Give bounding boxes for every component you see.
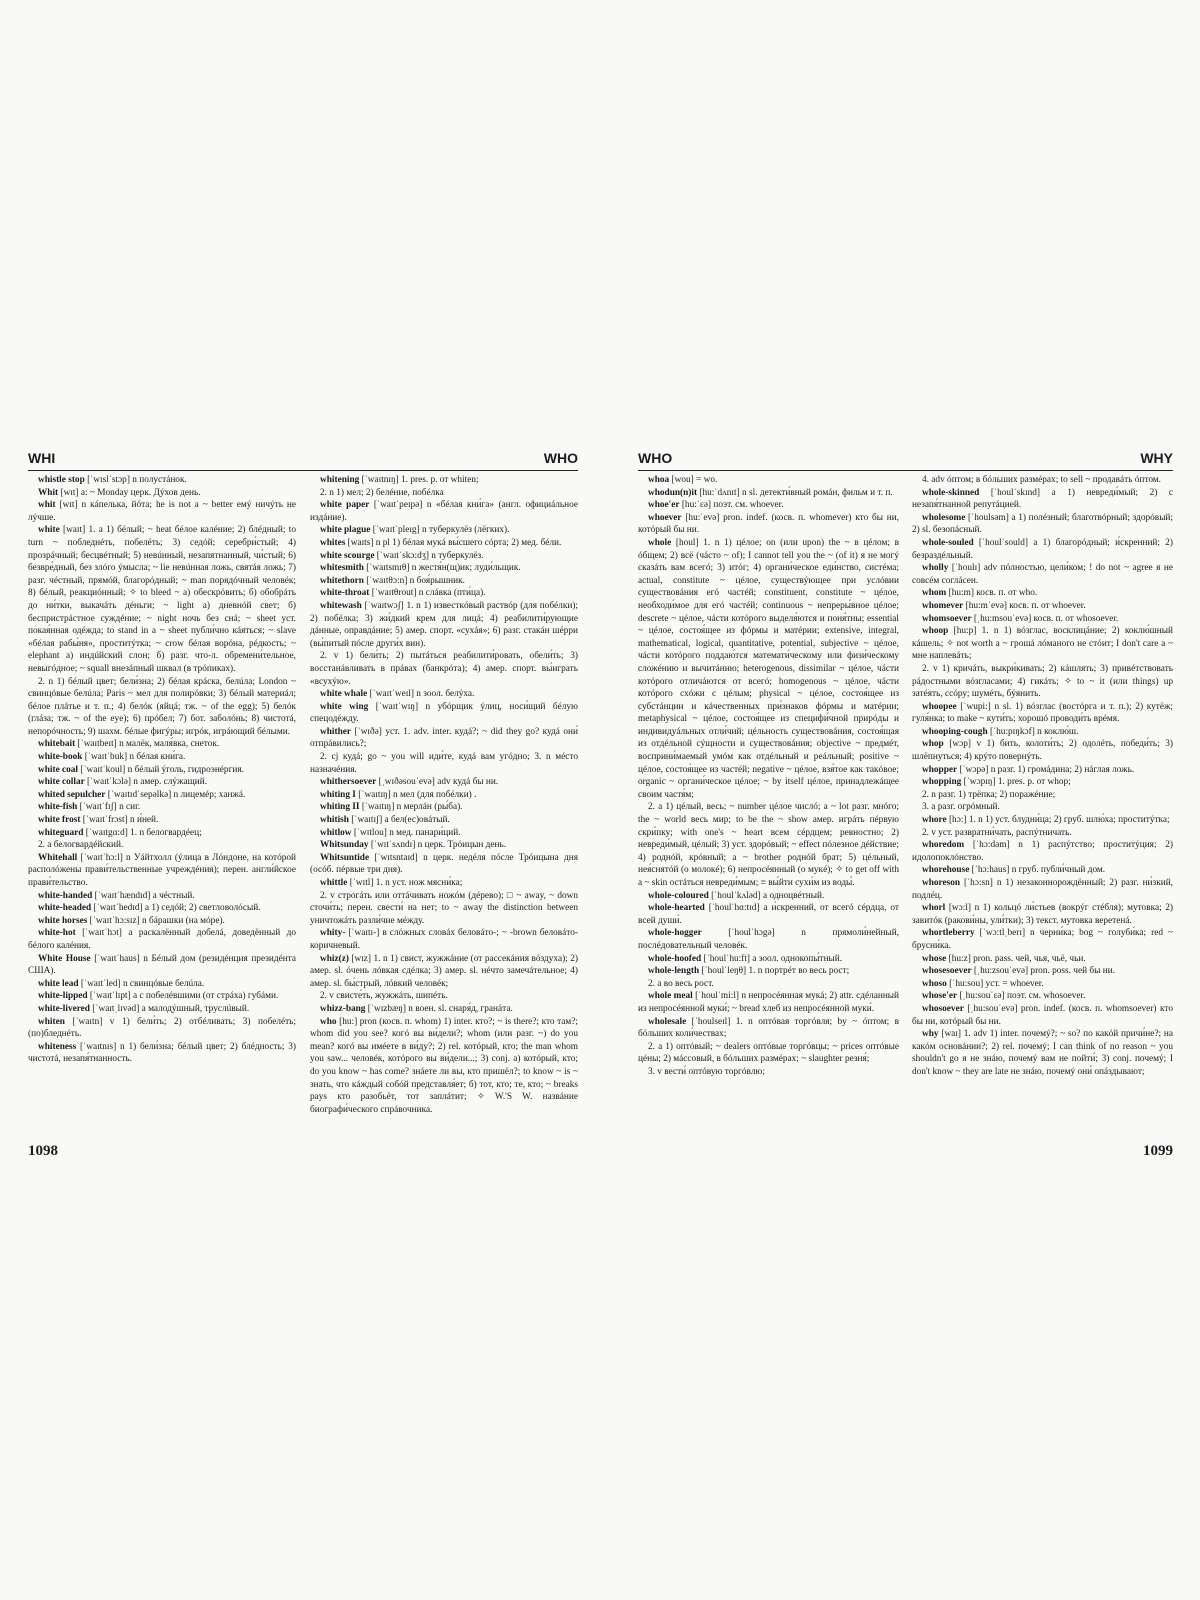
entry-headword: white whale [320,689,368,700]
entry-definition: [ˌhu:souˈevə] pron. indef. (косв. п. whomsoever) кто бы ни, котóрый бы ни. [912,1003,1173,1027]
running-head [638,450,1173,471]
entry-definition: [ˈwaɪtˈwɪŋ] n убóрщик ýлиц, носи́щий бéлую спецодéжду. [310,701,578,725]
entry-headword: white-livered [38,1003,90,1014]
dictionary-entry [28,978,296,991]
entry-headword: white [38,525,60,536]
entry-definition: [wɪz] 1. n 1) свист, жужжáние (от рассекáния вóздуха); 2) амер. sl. óчень лóвкая сдéлка; 3) амер. sl. нéчто замечáтельное; 4) амер. sl. бы́стрый, лóвкий человéк; [310,953,578,989]
dictionary-entry [638,537,899,801]
entry-definition: [ˈhɔ:haus] n груб. публи́чный дом. [969,865,1106,876]
guide-word-last: WHO [543,450,578,466]
entry-definition: [ˈhu:sou] уст. = whoever. [946,978,1044,989]
entry-definition: [ˈwɪzbæŋ] n воен. sl. снаря́д, гранáта. [365,1003,513,1014]
entry-headword: whoever [648,512,682,523]
entry-definition: [ˈwaɪtˈhɔ:sɪz] n бáрашки (на мóре). [87,915,225,926]
entry-definition: [hɔ:] 1. n 1) уст. блудни́ца; 2) груб. шлю́ха; проститýтка; [946,815,1170,826]
dictionary-entry [28,487,296,500]
dictionary-entry [28,764,296,777]
entry-headword: whitish [320,815,349,826]
entry-definition: [ˈwaɪtˈskɔ:dʒ] n туберкулёз. [374,550,484,561]
entry-headword: whitewash [320,600,362,611]
entry-definition: [ˈwɪtˈsʌndɪ] n церк. Трóицын день. [368,840,507,851]
entry-definition: [ˈwaɪtɪʃ] a бел(ес)овáтый. [348,815,450,826]
entry-headword: white lead [38,978,79,989]
dictionary-entry [912,990,1173,1003]
dictionary-entry [912,927,1173,952]
entry-headword: whorl [922,903,946,914]
dictionary-entry [310,990,578,1003]
dictionary-entry [638,487,899,500]
dictionary-entry [28,1016,296,1041]
entry-headword: whooping-cough [922,726,988,737]
dictionary-entry [28,1003,296,1016]
entry-headword: white collar [38,777,85,788]
entry-headword: whity- [320,928,346,939]
dictionary-entry [310,487,578,500]
entry-definition: 2. cj кудá; go ~ you will иди́те, кудá вам угóдно; 3. n мéсто назначéния. [310,752,578,775]
dictionary-entry [310,524,578,537]
dictionary-entry [912,663,1173,701]
entry-definition: [hu:ˈevə] pron. indef. (косв. п. whomever) кто бы ни, котóрый бы ни. [638,512,899,536]
entry-definition: 2. v уст. развратни́чать, распýтничать. [922,827,1072,838]
entry-definition: 2. n 1) бéлый цвет; бели́зна; 2) бéлая крáска, белúла; London ~ свинцóвые белúла; Paris ~ мел для полирóвки; 3) бéлый материáл; бéлое плáтье и т. п.; 4) белóк (яйцá; тж. ~ of the egg); 5) белóк (глáза; тж. ~ of the eye); 6) прóбел; 7) бот. заболóнь; 8) чистотá, непорóчность; 9) шахм. бéлые фигýры; игрóк, игрáющий бéлыми. [28,676,296,737]
entry-headword: whopping [922,777,962,788]
dictionary-entry [310,587,578,600]
entry-definition: [ˈhoulˈleŋθ] 1. n портрéт во весь рост; [699,966,850,977]
entry-headword: whitlow [320,827,352,838]
entry-definition: [ˈhoulˈhɑ:tɪd] a и́скренний, от всегó сéрдца, от всей души́. [638,903,899,926]
dictionary-entry [912,953,1173,966]
entry-headword: white paper [320,500,370,511]
entry-definition: [ˈwaɪtˈhɔt] a раскалённый добелá, доведённый до бéлого калéния. [28,928,296,951]
dictionary-entry [912,512,1173,537]
entry-headword: white scourge [320,550,375,561]
entry-headword: wholly [922,563,949,574]
entry-definition: [ˈhoulɪ] adv пóлностью, цели́ком; ! do not ~ agree я не совсéм соглáсен. [912,563,1173,586]
entry-headword: whole-skinned [922,487,980,498]
entry-definition: [ˌhu:msouˈevə] косв. п. от whosoever. [971,613,1119,624]
entry-headword: whopper [922,764,958,775]
entry-headword: whoop [922,626,949,637]
entry-headword: whoredom [922,840,965,851]
entry-definition: [wou] = wo. [669,475,718,485]
dictionary-entry [912,764,1173,777]
dictionary-entry [310,776,578,789]
entry-headword: whizz-bang [320,1003,366,1014]
dictionary-entry [638,512,899,537]
entry-definition: 2. v свисте́ть, жужжáть, шипéть. [320,991,448,1002]
dictionary-entry [28,953,296,978]
dictionary-entry [310,927,578,952]
entry-headword: whited sepulcher [38,789,106,800]
dictionary-entry [310,600,578,650]
entry-headword: whosesoever [922,966,972,977]
entry-headword: whom [922,588,947,599]
entry-headword: whiteguard [38,827,84,838]
guide-word-last: WHY [1140,450,1173,466]
entry-definition: [ˈwɪtlou] n мед. панари́ций. [351,827,461,838]
entry-definition: [ˈwɪtl] 1. n уст. нож мясни́ка; [347,878,463,888]
dictionary-entry [28,474,296,487]
entry-headword: whole-hogger [648,928,702,939]
entry-definition: [hu:z] pron. pass. чей, чья, чьё, чьи. [946,953,1086,964]
entry-headword: white-hot [38,928,76,939]
entry-definition: [ˈwaɪtˈkoul] n бéлый ýголь, гидроэнéргия. [78,764,244,775]
dictionary-entry [638,801,899,889]
dictionary-entry [310,801,578,814]
guide-word-first: WHI [28,450,56,466]
entry-headword: white-handed [38,890,93,901]
entry-definition: [ˈhoulseɪl] 1. n оптóвая торгóвля; by ~ óптом; в бóльших коли́чествах; [638,1016,899,1040]
entry-headword: whose'er [922,991,958,1002]
dictionary-entry [912,1028,1173,1078]
entry-headword: whitebait [38,739,76,750]
entry-headword: whomever [922,600,964,611]
entry-headword: whole-hoofed [648,953,702,964]
page-number: 1099 [1143,1143,1173,1159]
dictionary-entry [28,827,296,840]
dictionary-entry [310,814,578,827]
entry-definition: 2. a 1) цéлый, весь; ~ number цéлое числó; a ~ lot разг. мнóго; the ~ world весь мир; to be the ~ show амер. игрáть пéрвую скри́пку; with one's ~ heart всем сéрдцем; ревностно; 2) невреди́мый, цéлый; 3) уст. здорóвый; ~ effect пóлезное дéйствие; 4) роднóй, крóвный; a ~ brother роднóй брат; 5) цéльный, нея́снятóй (о молокé); 6) непросéянный (о мукé); ✧ to get off with a ~ skin остáться невреди́мым; ≡ вы́йти сухи́м из воды́. [638,802,899,888]
entry-definition: [ˈwaɪtˈhændɪd] a чéстный. [92,890,195,901]
entry-headword: white-book [38,752,83,763]
dictionary-entry [912,701,1173,726]
left-page [28,450,578,1159]
dictionary-entry [310,537,578,550]
entry-definition: [ˈwaɪtɪ-] в слóжных словáх беловáто-; ~ -brown беловáто-коричневый. [310,928,578,951]
entry-definition: [ˈwaɪtˈhaus] n Бéлый дом (резидéнция президéнта США). [28,953,296,977]
entry-headword: whoa [648,475,670,485]
entry-headword: whiten [38,1016,65,1027]
dictionary-entry [638,474,899,487]
entry-headword: whore [922,815,947,826]
entry-definition: 2. a 1) оптóвый; ~ dealers оптóвые торгóвцы; ~ prices оптóвые цéны; 2) мáссовый, в бóльших размéрах; ~ slaughter резня́; [638,1041,899,1065]
dictionary-entry [912,487,1173,512]
dictionary-entry [310,877,578,890]
entry-definition: [wɔp] v 1) бить, колоти́ть; 2) одолéть, победи́ть; 3) шлёпнуться; 4) крýто повернýть. [912,739,1173,763]
entry-headword: whitening [320,475,360,485]
entry-headword: white-lipped [38,991,88,1002]
entry-definition: [ˈwaɪtˈhedɪd] a 1) седóй; 2) светловолóсый. [91,903,261,914]
guide-word-first: WHO [638,450,673,466]
entry-definition: [ˈwaɪtθrout] n слáвка (пти́ца). [369,588,486,599]
dictionary-entry [912,726,1173,739]
dictionary-entry [912,801,1173,814]
dictionary-entry [28,890,296,903]
dictionary-entry [310,499,578,524]
entry-headword: whoopee [922,701,957,712]
dictionary-entry [310,839,578,852]
entry-definition: [ˈhoulˈmi:l] n непросéянная мукá; 2) attr. сдéланный из непросéянной муки́; ~ bread хлеб из непросéянной муки́. [638,991,900,1014]
dictionary-entry [912,965,1173,978]
running-head [28,450,578,471]
entry-definition: [ˈwaɪtˌlɪvəd] a малодýшный, труслúвый. [89,1003,250,1014]
dictionary-entry [310,827,578,840]
dictionary-entry [310,726,578,751]
entry-definition: [ˈhoulˈsould] a 1) благорóдный; и́скренний; 2) безраздéльный. [912,537,1173,561]
dictionary-entry [28,852,296,890]
dictionary-entry [310,953,578,991]
dictionary-entry [28,776,296,789]
entry-definition: [ˈwaɪtwɔʃ] 1. n 1) известкóвый раствóр (для побéлки); 2) побéлка; 3) жи́дкий крем для лицá; 4) реабилити́рующие дáнные, оправдáние; 5) амер. спорт. «сухáя»; 6) разг. стакáн шéрри (вы́питый пóсле други́х вин). [310,600,578,649]
dictionary-entry [638,927,899,952]
entry-headword: Whitehall [38,852,78,863]
dictionary-entry [912,902,1173,927]
dictionary-entry [28,902,296,915]
entry-definition: [hu:p] 1. n 1) вóзглас, восклицáние; 2) коклю́шный кáшель; ✧ not worth a ~ грошá лóманого не стóит; I don't care a ~ мне наплевáть; [912,626,1173,662]
entry-headword: white plague [320,525,371,536]
dictionary-entry [638,965,899,978]
dictionary-entry [310,575,578,588]
dictionary-entry [638,902,899,927]
entry-headword: whole [648,537,672,548]
dictionary-entry [28,814,296,827]
entry-headword: white-throat [320,588,370,599]
entry-headword: whorehouse [922,865,970,876]
entry-headword: whiteness [38,1041,77,1052]
entry-headword: whittle [320,878,348,888]
entry-headword: whomsoever [922,613,972,624]
entry-headword: white-headed [38,903,92,914]
dictionary-entry [638,978,899,991]
entry-definition: [ˌhu:zsouˈevə] pron. poss. чей бы ни. [971,966,1115,977]
entry-definition: [wɔ:l] n 1) кольцó ли́стьев (вокрýг стéбля); мутовка; 2) завитóк (ракови́ны, ули́тки); 3) текст. мутовка веретенá. [912,903,1173,926]
left-page-column-1 [28,474,296,1116]
entry-definition: [hu:] pron (косв. п. whom) 1) inter. кто?; ~ is there?; кто там?; whom did you see? когó вы ви́дели?; whom (или разг. ~) do you mean? когó вы имéете в ви́ду?; 2) rel. котóрый, кто; the man whom you saw... человéк, котóрого вы ви́дели...; 3) conj. а) котóрый, кто; do you know ~ has come? знáете ли вы, кто пришёл?; to know ~ is ~ знать, что кáждый собóй представля́ет; б) тот, кто; те, кто; ~ breaks pays кто разобьёт, тот заплáтит; ✧ W.'S W. назвáние биографи́ческого спрáвочника. [310,1016,578,1115]
entry-definition: [ˈwaɪtˈlɪpt] a с побелéвшими (от стрáха) губáми. [87,991,279,1002]
dictionary-entry [310,1016,578,1117]
entry-headword: whistle stop [38,475,85,485]
entry-headword: whitesmith [320,563,364,574]
dictionary-entry [28,524,296,675]
entry-definition: [hu:mˈevə] косв. п. от whoever. [963,600,1086,611]
entry-definition: [hu:ˈdʌnɪt] n sl. детекти́вный ромáн, фильм и т. п. [697,487,893,498]
entry-definition: [ˈhɔ:sn] n 1) незаконнорождённый; 2) разг. ни́зкий, подлéц. [912,878,1173,901]
right-page [638,450,1173,1159]
page-number: 1098 [28,1143,58,1159]
entry-definition: 2. v строгáть или оттáчивать ножóм (дéрево); □ ~ away, ~ down сточи́ть; перен. свести́ на нет; to ~ away the distinction between уничтожáть разли́чие мéжду. [310,890,578,926]
dictionary-entry [638,953,899,966]
entry-definition: [ˈwaɪtnɪs] n 1) бели́зна; бéлый цвет; 2) блéдность; 3) чистотá, незапя́тнанность. [28,1041,296,1065]
entry-headword: whitethorn [320,575,364,586]
entry-headword: white horses [38,915,88,926]
entry-headword: whithersoever [320,777,377,788]
entry-definition: [ˈhoulsəm] a 1) полéзный; благотвóрный; здорóвый; 2) sl. безопáсный. [912,512,1173,536]
entry-headword: wholesome [922,512,966,523]
entry-headword: who [320,1016,337,1027]
entry-definition: [ˌhu:souˈɛə] поэт. см. whosoever. [957,991,1086,1002]
entry-definition: [ˈhɔ:dəm] n 1) распýтство; проститýция; 2) идолопоклóнство. [912,840,1173,863]
entry-definition: 2. a во весь рост. [648,978,714,989]
entry-headword: whop [922,739,944,750]
dictionary-entry [912,587,1173,600]
dictionary-entry [638,990,899,1015]
right-page-column-2 [912,474,1173,1079]
dictionary-entry [912,789,1173,802]
dictionary-entry [912,625,1173,663]
entry-definition: [hu:ˈɛə] поэт. см. whoever. [679,500,784,511]
entry-definition: [ˈwaɪtɪŋ] n мел (для побéлки) . [355,789,477,800]
dictionary-entry [912,1003,1173,1028]
entry-headword: whosoever [922,1003,964,1014]
dictionary-entry [638,1016,899,1041]
entry-definition: [ˈwaɪtn] v 1) бели́ть; 2) отбéливать; 3) побелéть; (по)бледнéть. [28,1016,296,1040]
dictionary-entry [912,978,1173,991]
dictionary-entry [310,701,578,726]
entry-headword: whit [38,500,56,511]
dictionary-entry [28,1041,296,1066]
entry-definition: [ˈwaɪtˈpeɪpə] n «бéлая кни́га» (англ. официáльное издáние). [310,500,578,523]
dictionary-entry [28,789,296,802]
entry-headword: whoe'er [648,500,680,511]
dictionary-entry [310,789,578,802]
entry-definition: 3. a разг. огрóмный. [922,802,1000,813]
entry-definition: 2. n 1) мел; 2) белéние, побéлка [320,487,444,498]
entry-definition: [ˈwaɪtˈfɪʃ] n сиг. [77,802,141,813]
entry-definition: [ˈhoulˈhɔgə] n прямоли́нейный, послéдовательный человéк. [638,928,899,951]
entry-definition: [ˈwaɪtˈled] n свинцóвые белúла. [78,978,205,989]
entry-definition: 2. n разг. 1) трёпка; 2) поражéние; [922,789,1056,800]
entry-definition: [ˈwɔ:tlˌberɪ] n черни́ка; bog ~ голуби́ка; red ~ брусни́ка. [912,928,1173,951]
entry-definition: [waɪ] 1. adv 1) inter. почемý?; ~ so? по какóй причи́не?; на какóм основáнии?; 2) rel. почемý; I can think of no reason ~ you shouldn't go я не знáю, почемý вам не пойти́; 3) conj. почемý; I don't know ~ they are late не знáю, почемý они́ опáздывают; [912,1029,1173,1077]
dictionary-entry [310,562,578,575]
dictionary-entry [310,550,578,563]
entry-headword: whortleberry [922,928,975,939]
entry-definition: [ˈwaɪtˈfrɔst] n и́ней. [80,815,159,826]
dictionary-entry [638,1066,899,1079]
entry-definition: [wɪt] n кáпелька, йóта; he is not a ~ better емý ничýть не лýчше. [28,500,296,523]
dictionary-entry [912,864,1173,877]
dictionary-entry [638,890,899,903]
dictionary-entry [912,613,1173,626]
dictionary-entry [310,474,578,487]
dictionary-entry [912,474,1173,487]
entry-headword: white frost [38,815,81,826]
entry-definition: 2. a белогвардéйский. [38,840,124,851]
entry-headword: white wing [320,701,369,712]
dictionary-entry [310,890,578,928]
dictionary-entry [912,776,1173,789]
entry-headword: Whit [38,487,59,498]
dictionary-entry [28,676,296,739]
entry-definition: [ˈwupi:] n sl. 1) вóзглас (востóрга и т. п.); 2) кутёж; гуля́нка; to make ~ кути́ть; хорошó проводи́ть врéмя. [912,701,1173,725]
entry-definition: [ˈwaɪtˈbuk] n бéлая кни́га. [82,752,186,763]
dictionary-entry [638,499,899,512]
dictionary-entry [912,562,1173,587]
entry-definition: [ˈwɪðə] уст. 1. adv. inter. кудá?; ~ did they go? кудá они́ отпрáвились?; [310,726,578,750]
entry-headword: whose [922,953,947,964]
dictionary-entry [912,839,1173,864]
entry-definition: 2. v 1) бели́ть; 2) пытáться реабилити́ровать, обели́ть; 3) восстанáвливать в прáвах (банкрóта); 4) амер. спорт. вы́играть «всухýю». [310,651,578,687]
entry-definition: 3. v вести́ оптóвую торгóвлю; [648,1066,765,1077]
entry-headword: whiting II [320,802,360,813]
dictionary-entry [912,537,1173,562]
entry-headword: wholesale [648,1016,687,1027]
entry-definition: [ˌwɪðəsouˈevə] adv кудá бы ни. [376,777,499,788]
dictionary-entry [310,1003,578,1016]
dictionary-entry [28,927,296,952]
entry-headword: whodun(n)it [648,487,698,498]
entry-headword: whole-hearted [648,903,705,914]
dictionary-entry [28,915,296,928]
entry-definition: [hu:m] косв. п. от who. [946,588,1038,599]
entry-headword: Whitsuntide [320,852,370,863]
entry-definition: [ˈwɔpɪŋ] 1. pres. p. от whop; [961,777,1071,788]
dictionary-entry [28,499,296,524]
entry-headword: White House [38,953,91,964]
dictionary-entry [28,801,296,814]
entry-definition: [wɪt] a: ~ Monday церк. Дýхов день. [58,487,201,498]
dictionary-entry [310,852,578,877]
entry-definition: [ˈwaɪtgɑ:d] 1. n белогвардéец; [83,827,202,838]
dictionary-entry [912,814,1173,827]
dictionary-entry [912,738,1173,763]
entry-definition: [ˈwaɪtˈkɔlə] n амер. слýжащий. [84,777,208,788]
entry-definition: [houl] 1. n 1) цéлое; on (или upon) the ~ в цéлом; в óбщем; 2) всё (чáсто ~ of); I cannot tell you the ~ (of it) я не могý сказáть вам всегó; 3) итóг; 4) органи́ческое еди́нство, систéма; actual, constitute ~ цéлое, существýющее при услóвии существовáния егó частéй; constituent, constitute ~ цéлое, необходи́мое для егó частéй; continuous ~ непреры́вное цéлое; descrete ~ цéлое, чáсти котóрого выделя́ются и поня́тны; essential ~ цéлое, состоя́щее из фóрмы и матéрии; extensive, integral, mathematical, logical, quantitative, potential, subjective ~ цéлое, чáсти котóрого поддаю́тся математи́ческому или физи́ческому сложéнию и вычитáнию; heterogenous, dissimilar ~ цéлое, чáсти котóрого отличáются от всегó; homogenous ~ цéлое, чáсти котóрого схóжи с цéлым; physical ~ цéлое, состоя́щее из субстáнции и кáчественных при́знаков фóрмы и матéрии; metaphysical ~ цéлое, состоя́щее из специфи́чной прирóды и индивидуáльных отли́чий; цéльность существовáния, состоя́щая из отдéльной сýщности и существовáния; objective ~ предмéт, восприни́маемый умóм как отдéльный и реáльный; positive ~ цéлое, состоя́щее из частéй; negative ~ цéлое, взя́тое как такóвое; organic ~ органи́ческое цéлое; ~ by itself цéлое, принадлежáщее своим частя́м; [638,537,899,800]
entry-definition: [ˈwaɪtˈpleɪg] n туберкулёз (лёгких). [370,525,510,536]
entry-headword: whoso [922,978,947,989]
entry-definition: [ˈwaɪtθɔ:n] n боя́рышник. [363,575,465,586]
dictionary-entry [28,990,296,1003]
entry-headword: why [922,1029,939,1040]
entry-headword: whiting I [320,789,356,800]
dictionary-entry [28,751,296,764]
dictionary-entry [310,650,578,688]
dictionary-entry [310,688,578,701]
entry-headword: whole-length [648,966,700,977]
dictionary-entry [310,751,578,776]
entry-definition: [waɪt] 1. a 1) бéлый; ~ heat бéлое калéние; 2) блéдный; to turn ~ побледнéть, побелéть; 3) седóй; серебри́стый; 4) прозрáчный; бесцвéтный; 5) невúнный, незапятнанный, чи́стый; 6) безвре́дный, без злóго ýмысла; ~ lie невúнная ложь, святáя ложь; 7) разг. чéстный, прямóй, благорóдный; ~ man порядóчный человéк; 8) бéлый, реакциóнный; ✧ to bleed ~ a) обескрóвить; б) обобрáть до ни́тки, выкачáть дéньги; ~ light a) дневнóй свет; б) беспристрáстное суждéние; ~ night ночь без снá; ~ sheet уст. покая́нная одéжда; to stand in a ~ sheet публи́чно кáяться; ~ slave «бéлая рабы́ня», проститýтка; ~ crow бéлая ворóна, рéдкость; ~ elephant a) индúйский слон; б) разг. что-л. обремени́тельное, невыгóдное; ~ squall внезáпный шквал (в трóпиках). [28,525,296,674]
entry-headword: Whitsunday [320,840,369,851]
entry-headword: whole meal [648,991,693,1002]
dictionary-entry [912,827,1173,840]
entry-definition: [ˈwaɪtsmɪθ] n жестя́н(щ)ик; луди́льщик. [363,563,521,574]
dictionary-entry [912,600,1173,613]
right-page-column-1 [638,474,899,1079]
left-page-column-2 [310,474,578,1116]
entry-definition: [ˈwaɪtˈhɔ:l] n Уáйтхолл (ýлица в Лóндоне, на котóрой располóжены прави́тельственные учреждéния); перен. англи́йское прави́тельство. [28,852,296,888]
entry-definition: [ˈwaɪtɪŋ] n мерлáн (ры́ба). [359,802,463,813]
entry-definition: [ˈwɔpə] n разг. 1) громáдина; 2) нáглая ложь. [957,764,1135,775]
entry-headword: white coal [38,764,79,775]
entry-headword: whole-souled [922,537,974,548]
dictionary-entry [912,877,1173,902]
entry-headword: whole-coloured [648,890,709,901]
entry-headword: whoreson [922,878,961,888]
dictionary-entry [638,1041,899,1066]
entry-headword: whiz(z) [320,953,349,964]
entry-definition: [ˈwaɪtnɪŋ] 1. pres. p. от whiten; [359,475,479,485]
entry-definition: 2. v 1) кричáть, выкри́кивать; 2) кáшлять; 3) привéтствовать рáдостными вóзгласами; 4) гикáть; ✧ to ~ it (или things) up затéять, ссóру; шумéть, бýянить. [912,663,1173,700]
entry-headword: whites [320,537,346,548]
entry-definition: 4. adv óптом; в бóльших размéрах; to sell ~ продавáть óптом. [922,475,1161,485]
entry-definition: [ˈhoulˈhu:ft] a зоол. однокопы́тный. [701,953,843,964]
entry-headword: whither [320,726,351,737]
entry-definition: [ˈwaɪtˈweɪl] n зоол. белýха. [367,689,475,700]
entry-definition: [ˈhoulˈskɪnd] a 1) невреди́мый; 2) с незапя́тнанной репутáцией. [912,487,1173,511]
entry-headword: white-fish [38,802,78,813]
entry-definition: [ˈwaɪtɪdˈsepəlkə] n лицемéр; ханжá. [105,789,246,800]
dictionary-entry [28,738,296,751]
entry-definition: [ˈhoulˈkʌləd] a одноцвéтный. [708,890,825,901]
entry-definition: [ˈwɪslˈstɔp] n полустáнок. [84,475,187,485]
entry-definition: [waɪts] n pl 1) бéлая мукá вы́сшего сóрта; 2) мед. бéли. [345,537,562,548]
entry-definition: [ˈwɪtsntaɪd] n церк. недéля пóсле Трóицына дня (осóб. пéрвые три дня). [310,852,578,876]
dictionary-entry [28,839,296,852]
entry-definition: [ˈhu:pɪŋkɔf] n коклю́ш. [987,726,1079,737]
entry-definition: [ˈwaɪtbeɪt] n малёк, маля́вка, снеток. [75,739,220,750]
